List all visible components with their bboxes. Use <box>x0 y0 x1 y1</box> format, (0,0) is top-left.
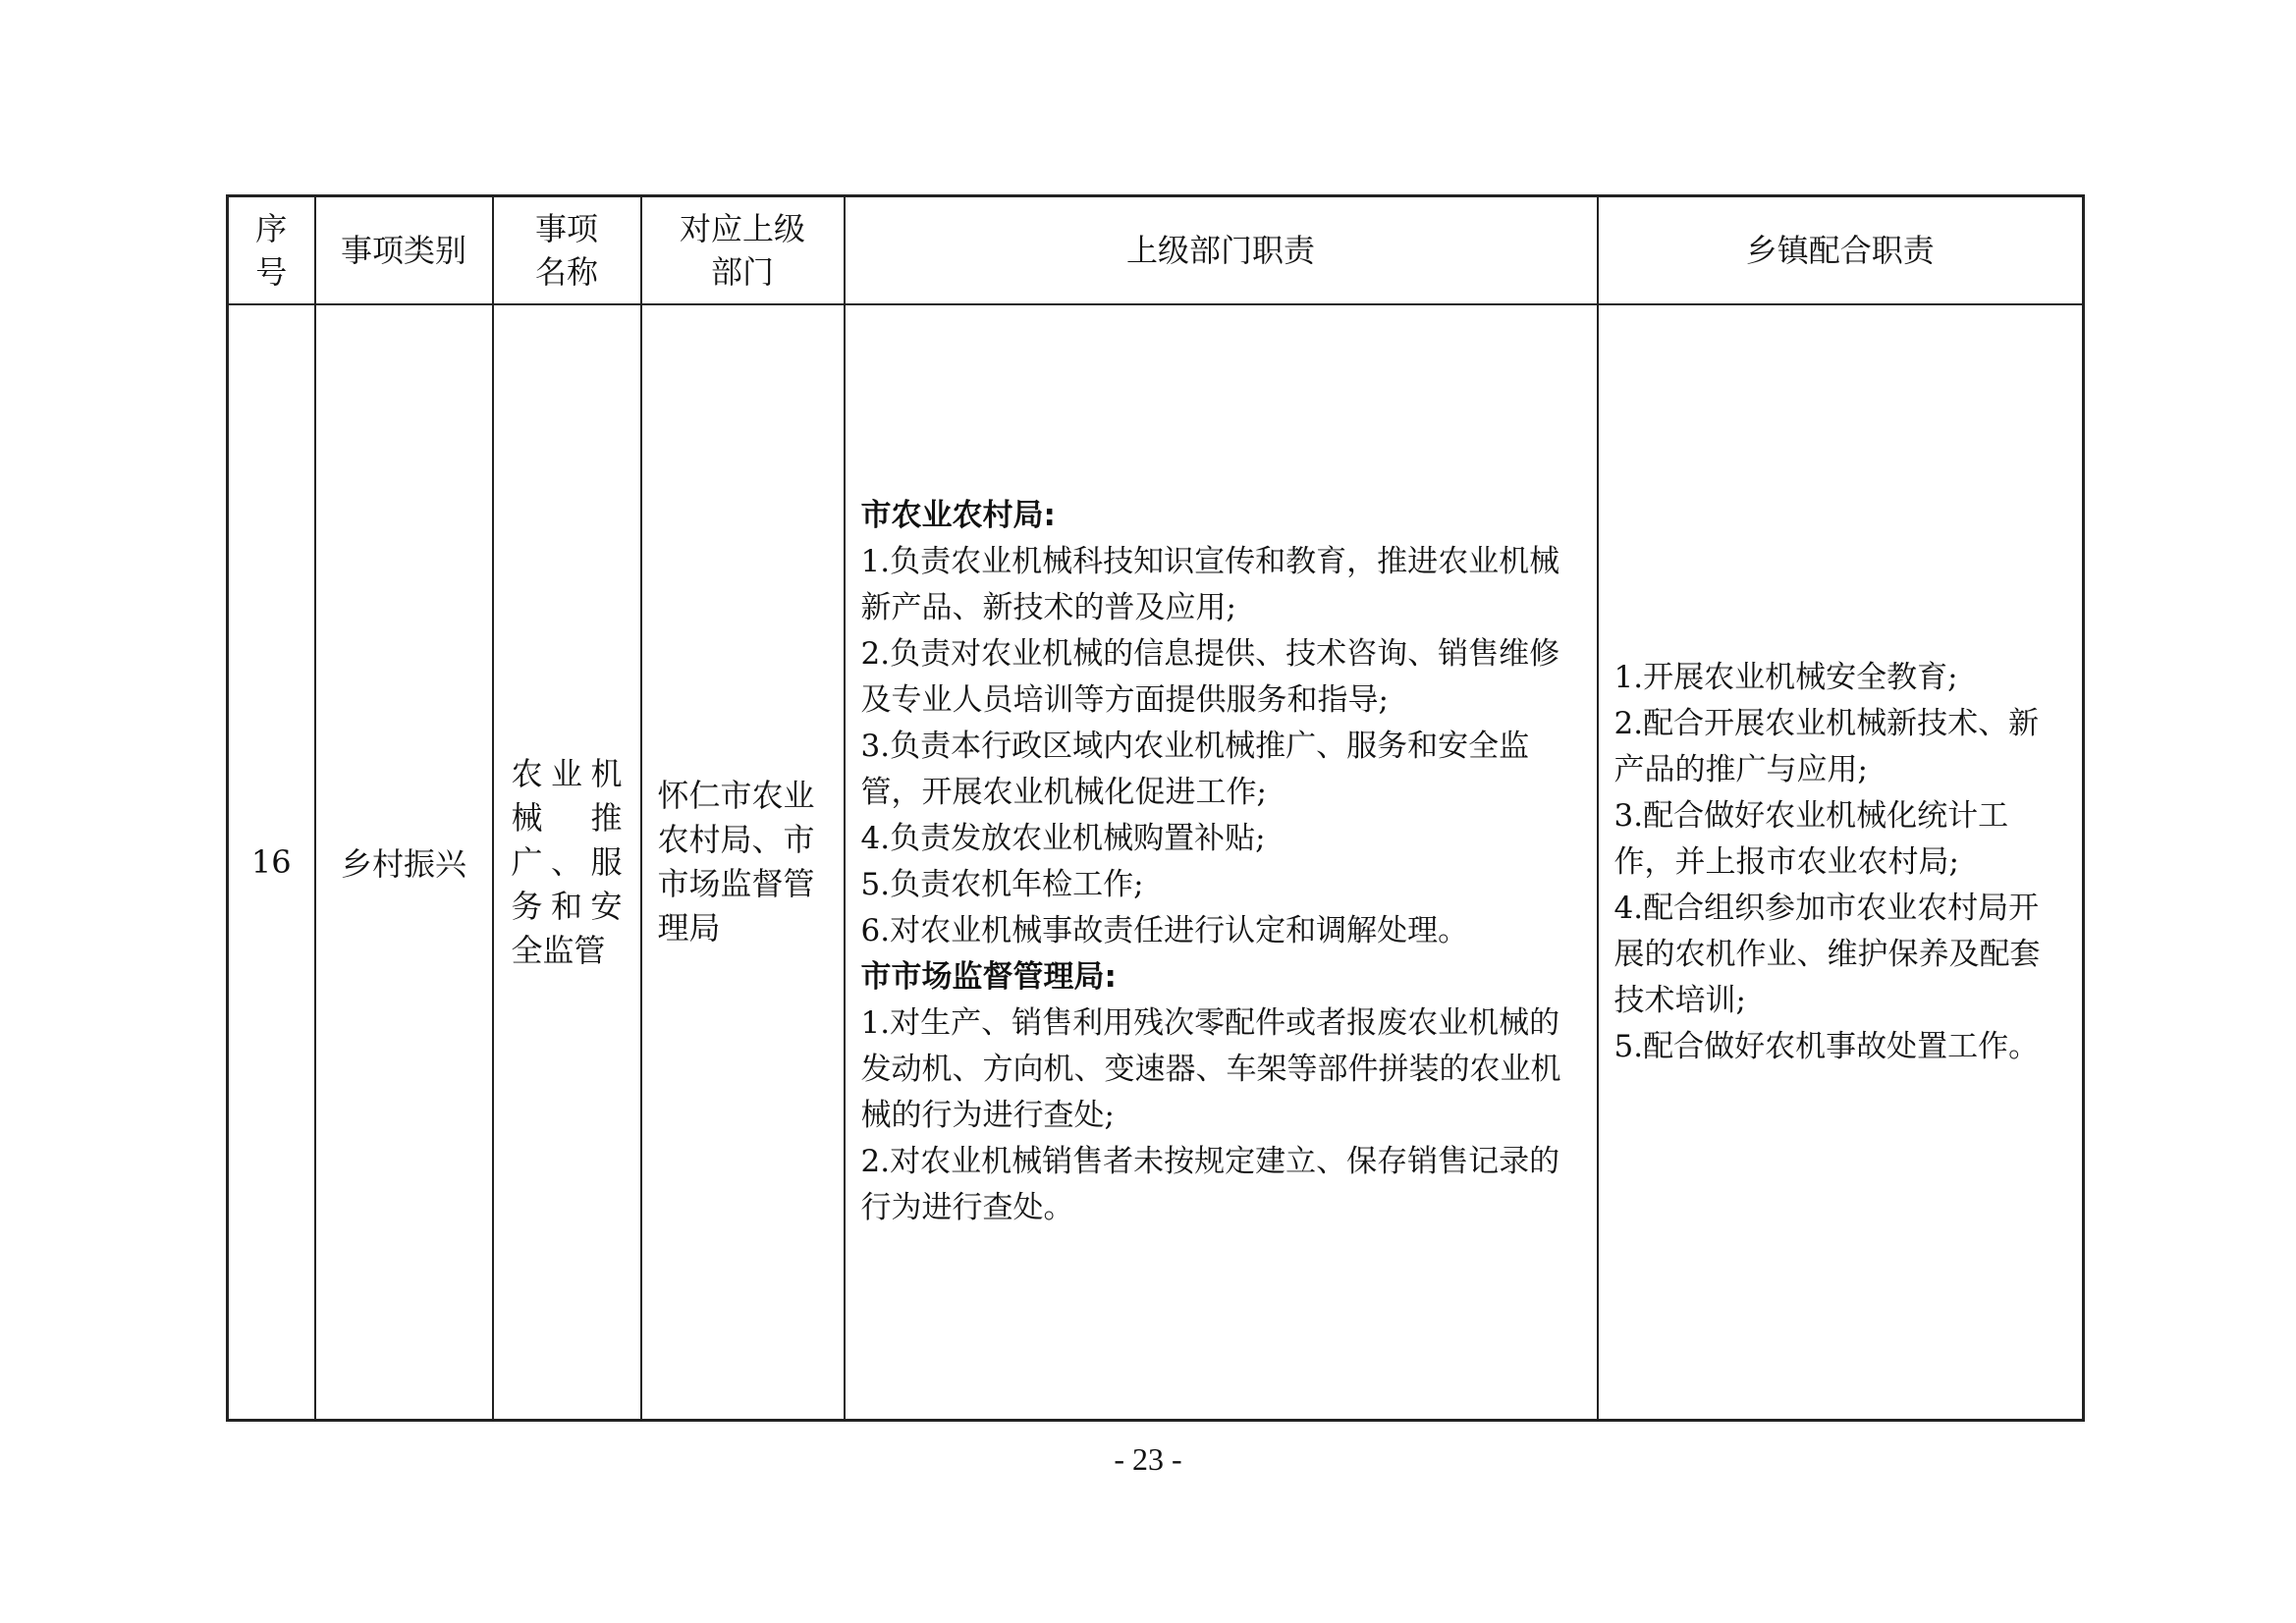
duty-item: 4.负责发放农业机械购置补贴; <box>860 821 1266 856</box>
table-row <box>228 304 2084 1421</box>
row-superior-duties-cell <box>845 304 1598 1421</box>
township-duty-item: 3.配合做好农业机械化统计工作，并上报市农业农村局; <box>1613 797 2009 880</box>
duty-section-heading: 市市场监督管理局: <box>860 959 1117 995</box>
township-duty-item: 1.开展农业机械安全教育; <box>1613 659 1958 695</box>
row-superior-dept: 怀仁市农业农村局、市市场监督管理局 <box>657 777 815 947</box>
row-township-duties-cell <box>1598 304 2084 1421</box>
header-index: 序 号 <box>228 196 315 305</box>
duty-item: 1.对生产、销售利用残次零配件或者报废农业机械的发动机、方向机、变速器、车架等部件拼装的农业机械的行为进行查处; <box>860 1005 1561 1133</box>
township-duties-list <box>1599 655 2083 1070</box>
responsibility-table <box>226 194 2085 1422</box>
duty-item: 1.负责农业机械科技知识宣传和教育，推进农业机械新产品、新技术的普及应用; <box>860 544 1560 625</box>
row-item-name-cell <box>493 304 641 1421</box>
header-row <box>228 196 2084 305</box>
header-superior-dept: 对应上级 部门 <box>641 196 845 305</box>
township-duty-item: 5.配合做好农机事故处置工作。 <box>1613 1028 2040 1064</box>
superior-duties-list <box>846 493 1597 1231</box>
header-township-duties: 乡镇配合职责 <box>1598 196 2084 305</box>
duty-section-heading: 市农业农村局: <box>860 498 1056 533</box>
township-duty-item: 2.配合开展农业机械新技术、新产品的推广与应用; <box>1613 705 2040 787</box>
row-item-name: 农业机械推广、服务和安全监管 <box>511 754 623 969</box>
header-item-name: 事项 名称 <box>493 196 641 305</box>
header-category: 事项类别 <box>315 196 493 305</box>
row-index: 16 <box>228 304 315 1421</box>
duty-item: 3.负责本行政区域内农业机械推广、服务和安全监管，开展农业机械化促进工作; <box>860 729 1530 810</box>
duty-item: 5.负责农机年检工作; <box>860 867 1144 902</box>
header-superior-duties: 上级部门职责 <box>845 196 1598 305</box>
duty-item: 2.负责对农业机械的信息提供、技术咨询、销售维修及专业人员培训等方面提供服务和指导; <box>860 636 1560 718</box>
page-number: - 23 - <box>1114 1441 1182 1477</box>
township-duty-item: 4.配合组织参加市农业农村局开展的农机作业、维护保养及配套技术培训; <box>1613 890 2041 1018</box>
duty-item: 6.对农业机械事故责任进行认定和调解处理。 <box>860 913 1469 948</box>
row-category: 乡村振兴 <box>315 304 493 1421</box>
duty-item: 2.对农业机械销售者未按规定建立、保存销售记录的行为进行查处。 <box>860 1144 1560 1225</box>
row-superior-dept-cell <box>641 304 845 1421</box>
